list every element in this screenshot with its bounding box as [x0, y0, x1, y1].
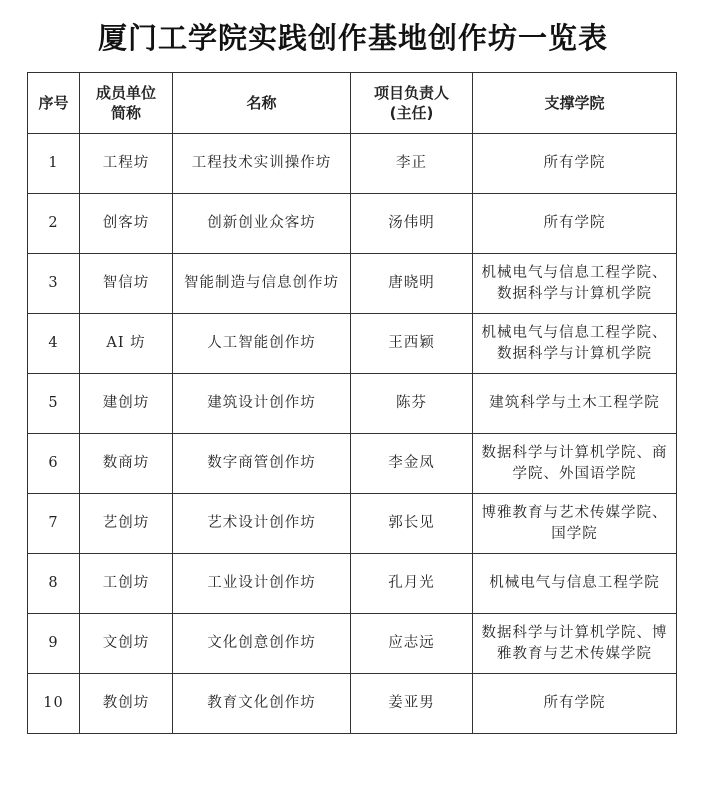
cell-name: 工业设计创作坊 — [173, 554, 351, 614]
cell-college-line1: 建筑科学与土木工程学院 — [489, 395, 660, 411]
cell-leader: 孔月光 — [351, 554, 473, 614]
cell-college — [473, 134, 677, 194]
cell-college — [473, 494, 677, 554]
cell-leader: 王西颖 — [351, 314, 473, 374]
page-title: 厦门工学院实践创作基地创作坊一览表 — [97, 21, 608, 55]
cell-index: 4 — [28, 314, 80, 374]
cell-index: 5 — [28, 374, 80, 434]
cell-college — [473, 554, 677, 614]
table-row — [28, 374, 677, 434]
cell-index: 2 — [28, 194, 80, 254]
header-index: 序号 — [28, 73, 80, 134]
cell-leader: 郭长见 — [351, 494, 473, 554]
cell-unit: 建创坊 — [80, 374, 173, 434]
table-row — [28, 434, 677, 494]
cell-index: 8 — [28, 554, 80, 614]
header-unit-line2: 简称 — [110, 104, 141, 122]
cell-unit: 艺创坊 — [80, 494, 173, 554]
cell-name: 人工智能创作坊 — [173, 314, 351, 374]
table-row — [28, 314, 677, 374]
cell-unit: 教创坊 — [80, 674, 173, 734]
table-row — [28, 494, 677, 554]
cell-college-line2: 数据科学与计算机学院 — [497, 285, 652, 302]
cell-name: 建筑设计创作坊 — [173, 374, 351, 434]
header-leader-line1: 项目负责人 — [373, 84, 449, 102]
cell-unit: 智信坊 — [80, 254, 173, 314]
cell-name: 工程技术实训操作坊 — [173, 134, 351, 194]
cell-index: 3 — [28, 254, 80, 314]
cell-college-line1: 数据科学与计算机学院、博 — [481, 624, 668, 641]
table-row — [28, 554, 677, 614]
table-row — [28, 674, 677, 734]
cell-name: 智能制造与信息创作坊 — [173, 254, 351, 314]
cell-college — [473, 374, 677, 434]
header-leader-line2: (主任) — [389, 104, 434, 122]
cell-name: 数字商管创作坊 — [173, 434, 351, 494]
cell-college-line1: 机械电气与信息工程学院、 — [481, 324, 668, 341]
table-row — [28, 254, 677, 314]
cell-index: 6 — [28, 434, 80, 494]
table-row — [28, 614, 677, 674]
table-header-row — [28, 73, 677, 134]
cell-college-line1: 机械电气与信息工程学院、 — [481, 264, 668, 281]
cell-college-line1: 所有学院 — [543, 215, 606, 231]
header-leader — [351, 73, 473, 134]
cell-name: 教育文化创作坊 — [173, 674, 351, 734]
cell-college — [473, 194, 677, 254]
header-name: 名称 — [173, 73, 351, 134]
cell-unit: 工创坊 — [80, 554, 173, 614]
cell-index: 9 — [28, 614, 80, 674]
table-row — [28, 134, 677, 194]
cell-college-line1: 机械电气与信息工程学院 — [489, 575, 660, 591]
cell-college — [473, 614, 677, 674]
cell-index: 7 — [28, 494, 80, 554]
cell-leader: 姜亚男 — [351, 674, 473, 734]
cell-college-line1: 所有学院 — [543, 695, 606, 711]
cell-unit: AI 坊 — [80, 314, 173, 374]
cell-college-line2: 国学院 — [551, 525, 598, 542]
cell-leader: 唐晓明 — [351, 254, 473, 314]
cell-leader: 李金凤 — [351, 434, 473, 494]
cell-unit: 创客坊 — [80, 194, 173, 254]
cell-leader: 应志远 — [351, 614, 473, 674]
cell-unit: 数商坊 — [80, 434, 173, 494]
cell-college-line1: 博雅教育与艺术传媒学院、 — [481, 504, 668, 521]
cell-college — [473, 674, 677, 734]
cell-college-line2: 数据科学与计算机学院 — [497, 345, 652, 362]
cell-unit: 文创坊 — [80, 614, 173, 674]
cell-leader: 汤伟明 — [351, 194, 473, 254]
cell-unit: 工程坊 — [80, 134, 173, 194]
cell-name: 创新创业众客坊 — [173, 194, 351, 254]
cell-college — [473, 254, 677, 314]
cell-college-line1: 数据科学与计算机学院、商 — [481, 444, 668, 461]
header-unit — [80, 73, 173, 134]
table-row — [28, 194, 677, 254]
cell-college — [473, 434, 677, 494]
cell-leader: 李正 — [351, 134, 473, 194]
cell-name: 文化创意创作坊 — [173, 614, 351, 674]
header-unit-line1: 成员单位 — [95, 84, 156, 102]
cell-name: 艺术设计创作坊 — [173, 494, 351, 554]
cell-college — [473, 314, 677, 374]
header-college: 支撑学院 — [473, 73, 677, 134]
workshop-table — [27, 72, 677, 734]
cell-index: 10 — [28, 674, 80, 734]
cell-leader: 陈芬 — [351, 374, 473, 434]
cell-college-line1: 所有学院 — [543, 155, 606, 171]
cell-index: 1 — [28, 134, 80, 194]
cell-college-line2: 学院、外国语学院 — [512, 465, 637, 482]
cell-college-line2: 雅教育与艺术传媒学院 — [497, 645, 652, 662]
